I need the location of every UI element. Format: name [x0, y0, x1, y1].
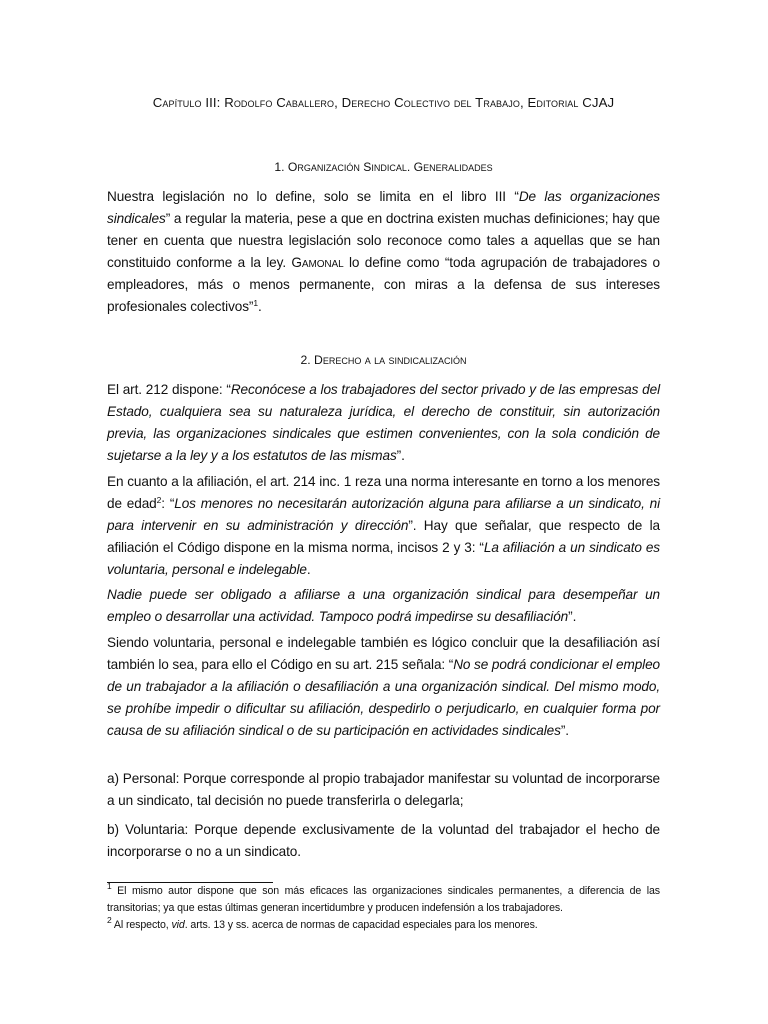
text-run: Nuestra legislación no lo define, solo se limita en el libro III “ — [107, 189, 519, 204]
italic-quote: Los menores no necesitarán autorización alguna para afiliarse a un sindicato, ni para intervenir en su administración y dirección — [107, 496, 661, 533]
footnote-ref-1[interactable]: 1 — [253, 298, 258, 308]
text-run: . — [258, 299, 262, 314]
text-run: ”. — [396, 448, 405, 463]
chapter-title: Capítulo III: Rodolfo Caballero, Derecho Colectivo del Trabajo, Editorial CJAJ — [152, 95, 615, 110]
footnote-text: El mismo autor dispone que son más eficaces las organizaciones sindicales permanentes, a diferencia de las transitorias; ya que estas últimas generan incertidumbre y producen indefensión a los trabajadores. — [107, 885, 660, 914]
author-name: Gamonal — [291, 255, 344, 270]
italic-quote: La afiliación a un sindicato es voluntaria, personal e indelegable — [107, 540, 660, 577]
footnote-mark: 1 — [107, 881, 112, 891]
section-heading-organizacion: 1. Organización Sindical. Generalidades — [274, 160, 493, 174]
paragraph-definicion — [107, 186, 660, 318]
text-run: ”. — [560, 723, 569, 738]
paragraph-art-215 — [107, 632, 660, 742]
text-run: Siendo voluntaria, personal e indelegable también es lógico concluir que la desafiliación así también lo sea, para ello el Código en su art. 215 señala: “ — [107, 635, 660, 672]
italic-quote: De las organizaciones sindicales — [107, 189, 660, 226]
footnote-text: . arts. 13 y ss. acerca de normas de capacidad especiales para los menores. — [184, 919, 538, 931]
text-run: El art. 212 dispone: “ — [107, 382, 231, 397]
paragraph-art-212 — [107, 379, 660, 467]
text-run: : “ — [161, 496, 175, 511]
section-heading-sindicalizacion: 2. Derecho a la sindicalización — [300, 353, 467, 367]
text-run: ”. Hay que señalar, que respecto de la afiliación el Código dispone en la misma norma, incisos 2 y 3: “ — [107, 518, 660, 555]
paragraph-voluntaria: b) Voluntaria: Porque depende exclusivamente de la voluntad del trabajador el hecho de incorporarse o no a un sindicato. — [107, 822, 660, 859]
footnote-text: Al respecto, — [111, 919, 172, 931]
footnote-ref-2[interactable]: 2 — [156, 495, 162, 505]
text-run: . — [306, 562, 311, 577]
paragraph-art-214 — [107, 471, 660, 581]
text-run: ”. — [568, 609, 577, 624]
paragraph-nadie-obligado — [107, 584, 660, 628]
footnote-2 — [107, 917, 660, 934]
italic-quote: No se podrá condicionar el empleo de un trabajador a la afiliación o desafiliación a una organización sindical. Del mismo modo, se prohíbe impedir o dificultar su afiliación, despedirlo o perjudicarlo, en cualquier forma por causa de su afiliación sindical o de su participación en actividades sindicales — [107, 657, 660, 738]
italic-quote: Reconócese a los trabajadores del sector privado y de las empresas del Estado, cualquiera sea su naturaleza jurídica, el derecho de constituir, sin autorización previa, las organizaciones sindicales que estimen convenientes, con la sola condición de sujetarse a la ley y a los estatutos de las mismas — [107, 382, 660, 463]
footnote-mark: 2 — [107, 915, 112, 925]
text-run: lo define como “toda agrupación de trabajadores o empleadores, más o menos permanente, con miras a la defensa de sus intereses profesionales colectivos” — [107, 255, 660, 314]
paragraph-personal: a) Personal: Porque corresponde al propio trabajador manifestar su voluntad de incorporarse a un sindicato, tal decisión no puede transferirla o delegarla; — [107, 771, 660, 808]
footnote-italic: vid — [171, 919, 185, 931]
text-run: ” a regular la materia, pese a que en doctrina existen muchas definiciones; hay que tener en cuenta que nuestra legislación solo reconoce como tales a aquellas que se han constituido conforme a la ley. — [107, 211, 660, 270]
text-run: En cuanto a la afiliación, el art. 214 inc. 1 reza una norma interesante en torno a los menores de edad — [107, 474, 660, 511]
italic-quote: Nadie puede ser obligado a afiliarse a una organización sindical para desempeñar un empleo o desarrollar una actividad. Tampoco podrá impedirse su desafiliación — [107, 587, 660, 624]
footnote-1 — [107, 883, 660, 917]
